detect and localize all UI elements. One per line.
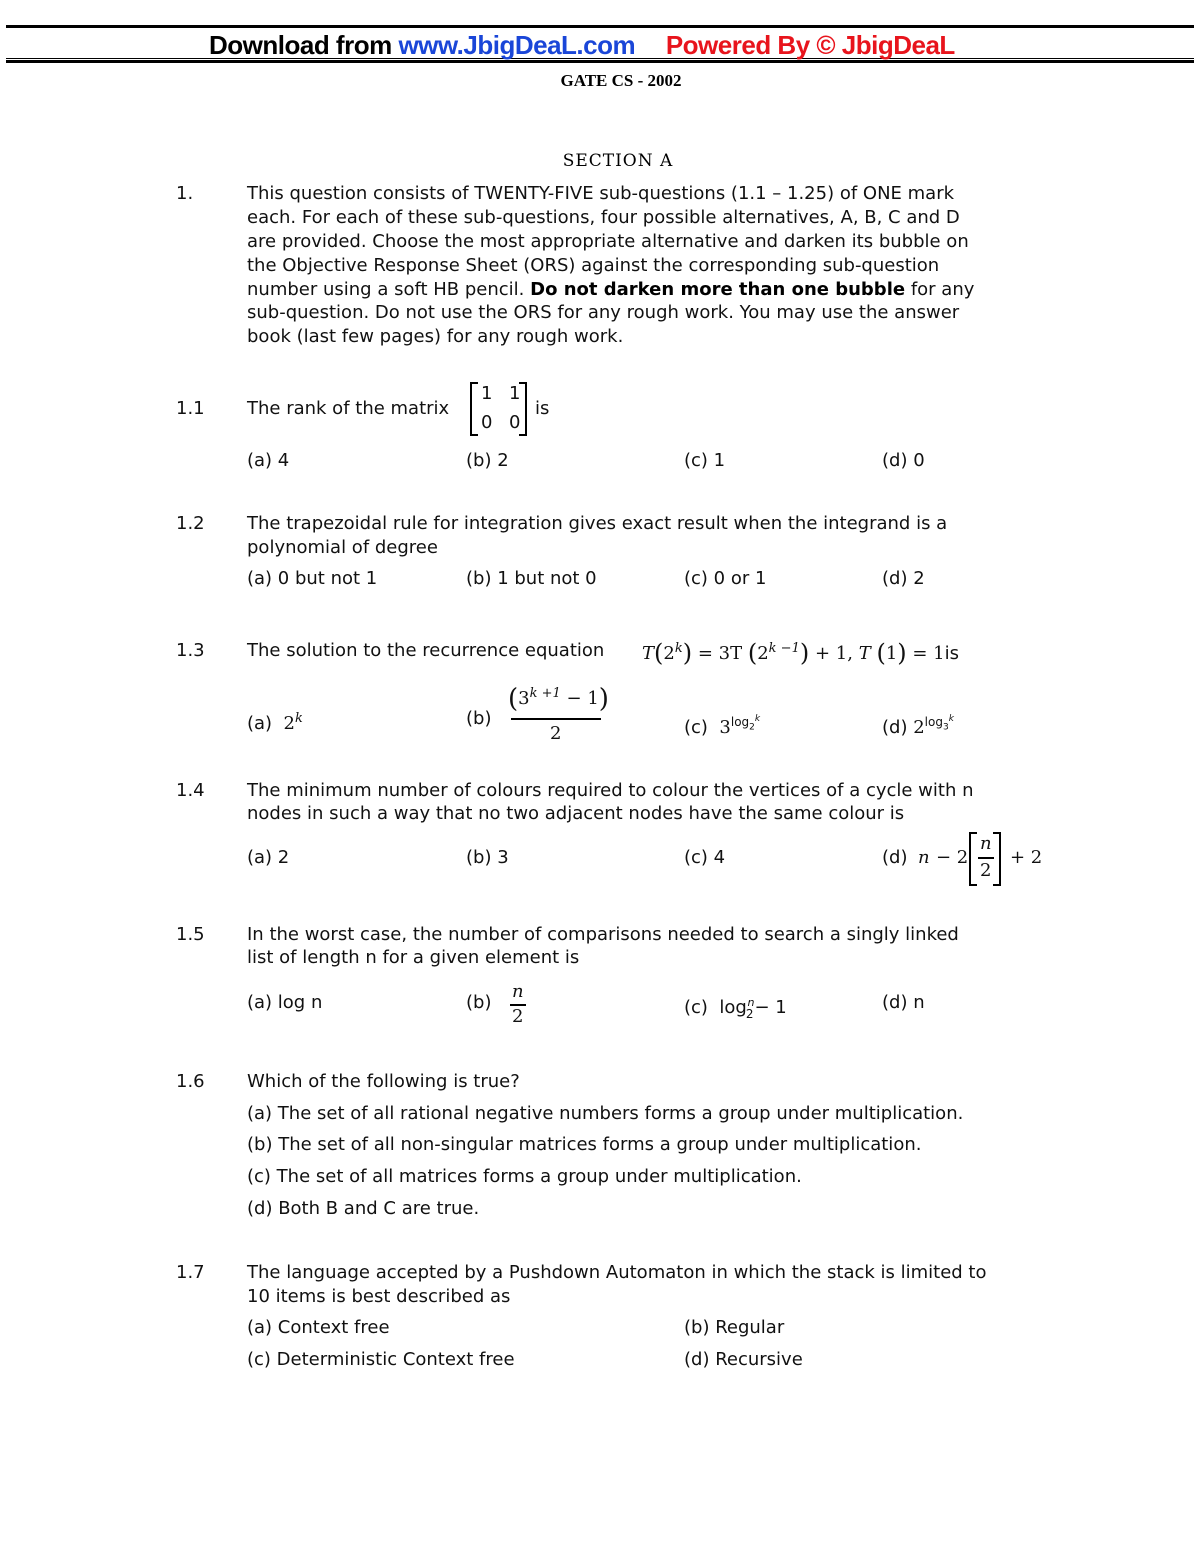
opt-c-sub: 2 xyxy=(749,722,755,733)
floor-left-bracket xyxy=(969,832,977,886)
q1-3-option-b-label: (b) xyxy=(466,708,492,729)
q1-1-option-c: (c) 1 xyxy=(684,450,726,471)
q1-4-line-2: nodes in such a way that no two adjacent nodes have the same colour is xyxy=(247,803,905,824)
q1-1-option-d: (d) 0 xyxy=(882,450,925,471)
banner-url-link[interactable]: www.JbigDeaL.com xyxy=(398,30,636,60)
q1-3-option-b-numerator: $(3^{k +1} - 1)$ xyxy=(508,684,609,714)
opt-c-base: 3 xyxy=(719,717,731,738)
opt-c-n: n xyxy=(747,996,755,1009)
opt-a-exp: k xyxy=(294,711,303,726)
q1-2-option-b: (b) 1 but not 0 xyxy=(466,568,597,589)
opt-b-tail: − 1 xyxy=(566,688,599,709)
option-label: (c) xyxy=(684,717,708,738)
q1-2-line-1: The trapezoidal rule for integration gives exact result when the integrand is a xyxy=(247,513,948,534)
matrix-cell: 1 xyxy=(481,383,493,404)
q1-7-line-2: 10 items is best described as xyxy=(247,1286,511,1307)
q1-line-5 xyxy=(247,278,1058,302)
q1-6-option-b: (b) The set of all non-singular matrices forms a group under multiplication. xyxy=(247,1134,922,1155)
q1-line-5-bold: Do not darken more than one bubble xyxy=(530,279,906,300)
banner-download: Download from xyxy=(209,30,392,60)
q1-7-option-a: (a) Context free xyxy=(247,1317,390,1338)
q1-line-5-pre: number using a soft HB pencil. xyxy=(247,279,525,300)
opt-c-k: k xyxy=(754,714,761,724)
q1-5-option-d: (d) n xyxy=(882,992,925,1013)
q1-4-option-b: (b) 3 xyxy=(466,847,509,868)
q1-5-option-a: (a) log n xyxy=(247,992,323,1013)
q1-1-option-b: (b) 2 xyxy=(466,450,509,471)
banner-powered-by: Powered By © JbigDeaL xyxy=(665,30,955,60)
matrix-left-bracket xyxy=(470,382,478,436)
q1-3-prefix: The solution to the recurrence equation xyxy=(247,640,605,661)
eq-km1: k −1 xyxy=(768,641,800,656)
q1-1-prefix: The rank of the matrix xyxy=(247,398,450,419)
q1-2-option-d: (d) 2 xyxy=(882,568,925,589)
eq-k: k xyxy=(674,641,683,656)
q1-4-option-c: (c) 4 xyxy=(684,847,726,868)
eq-t: T xyxy=(642,643,655,664)
option-label: (a) xyxy=(247,713,273,734)
eq-is: is xyxy=(944,643,960,664)
q1-2-option-c: (c) 0 or 1 xyxy=(684,568,767,589)
opt-d-base: 2 xyxy=(913,717,925,738)
matrix-cell: 0 xyxy=(481,412,493,433)
q1-3-option-d xyxy=(882,707,954,740)
option-label: (d) xyxy=(882,717,908,738)
q1-7-number: 1.7 xyxy=(176,1262,205,1283)
q1-5-line-1: In the worst case, the number of comparisons needed to search a singly linked xyxy=(247,924,959,945)
q1-line-4: the Objective Response Sheet (ORS) against the corresponding sub-question xyxy=(247,255,940,276)
q1-3-option-b-denominator: 2 xyxy=(550,723,562,744)
q1-6-option-d: (d) Both B and C are true. xyxy=(247,1198,480,1219)
q1-4-d-num: n xyxy=(980,833,992,854)
opt-d-sub: 3 xyxy=(942,722,949,733)
opt-d-k: k xyxy=(948,714,954,724)
q1-5-option-c xyxy=(684,991,787,1026)
q1-line-5-post: for any xyxy=(910,279,975,300)
eq-3t: = 3T xyxy=(697,643,743,664)
q1-1-number: 1.1 xyxy=(176,398,205,419)
q1-7-option-d: (d) Recursive xyxy=(684,1349,803,1370)
opt-c-log: log xyxy=(719,997,747,1018)
q1-6-option-c: (c) The set of all matrices forms a group under multiplication. xyxy=(247,1166,802,1187)
q1-3-option-a xyxy=(247,707,303,736)
opt-c-tail: − 1 xyxy=(754,997,787,1018)
q1-4-line-1: The minimum number of colours required to colour the vertices of a cycle with n xyxy=(247,780,974,801)
q1-4-option-a: (a) 2 xyxy=(247,847,290,868)
q1-3-option-c xyxy=(684,707,760,740)
q1-4-d-n: n xyxy=(918,847,930,868)
fraction-bar xyxy=(511,718,601,720)
q1-7-option-b: (b) Regular xyxy=(684,1317,785,1338)
q1-2-number: 1.2 xyxy=(176,513,205,534)
matrix-cell: 0 xyxy=(509,412,521,433)
q1-line-1: This question consists of TWENTY-FIVE sub-questions (1.1 – 1.25) of ONE mark xyxy=(247,183,955,204)
q1-7-line-1: The language accepted by a Pushdown Automaton in which the stack is limited to xyxy=(247,1262,987,1283)
eq-one: 1 xyxy=(885,643,898,664)
q1-4-number: 1.4 xyxy=(176,780,205,801)
exam-title: GATE CS - 2002 xyxy=(560,71,682,90)
q1-6-option-a: (a) The set of all rational negative numbers forms a group under multiplication. xyxy=(247,1103,964,1124)
q1-5-option-b-label: (b) xyxy=(466,992,492,1013)
q1-2-line-2: polynomial of degree xyxy=(247,537,438,558)
q1-4-d-minus: − 2 xyxy=(936,847,969,868)
q1-5-b-num: n xyxy=(512,981,524,1002)
q1-4-option-d-label: (d) xyxy=(882,847,908,868)
q1-7-option-c: (c) Deterministic Context free xyxy=(247,1349,515,1370)
section-title: SECTION A xyxy=(562,151,674,171)
q1-line-6: sub-question. Do not use the ORS for any rough work. You may use the answer xyxy=(247,302,960,323)
q1-6-question: Which of the following is true? xyxy=(247,1071,520,1092)
q1-4-d-tail: + 2 xyxy=(1010,847,1043,868)
q1-5-line-2: list of length n for a given element is xyxy=(247,947,580,968)
q1-1-suffix: is xyxy=(535,398,550,419)
eq-eq1: = 1 xyxy=(912,643,945,664)
opt-a-base: 2 xyxy=(283,713,295,734)
option-label: (c) xyxy=(684,997,708,1018)
q1-6-number: 1.6 xyxy=(176,1071,205,1092)
header-banner xyxy=(6,25,1194,63)
opt-b-base: 3 xyxy=(518,688,530,709)
q1-5-number: 1.5 xyxy=(176,924,205,945)
opt-b-exp: k +1 xyxy=(529,686,561,701)
floor-right-bracket xyxy=(993,832,1001,886)
q1-4-d-den: 2 xyxy=(980,860,992,881)
eq-two: 2 xyxy=(663,643,675,664)
opt-d-log: log xyxy=(924,715,943,729)
matrix-cell: 1 xyxy=(509,383,521,404)
q1-3-equation: T(2$^k$) = 3T $(2^{k -1}) + 1$, T (1) = 1is xyxy=(642,639,960,667)
eq-t1: T xyxy=(858,643,871,664)
q1-line-3: are provided. Choose the most appropriate alternative and darken its bubble on xyxy=(247,231,969,252)
q1-5-b-den: 2 xyxy=(512,1006,524,1027)
q1-line-7: book (last few pages) for any rough work. xyxy=(247,326,624,347)
q1-1-option-a: (a) 4 xyxy=(247,450,290,471)
eq-two-b: 2 xyxy=(757,643,769,664)
eq-plus: + 1, xyxy=(814,643,853,664)
banner-text xyxy=(209,32,955,58)
q1-2-option-a: (a) 0 but not 1 xyxy=(247,568,378,589)
q1-3-number: 1.3 xyxy=(176,640,205,661)
q1-number: 1. xyxy=(176,183,194,204)
opt-c-sub: 2 xyxy=(745,1006,754,1021)
opt-c-log: log xyxy=(730,715,750,729)
q1-line-2: each. For each of these sub-questions, four possible alternatives, A, B, C and D xyxy=(247,207,960,228)
